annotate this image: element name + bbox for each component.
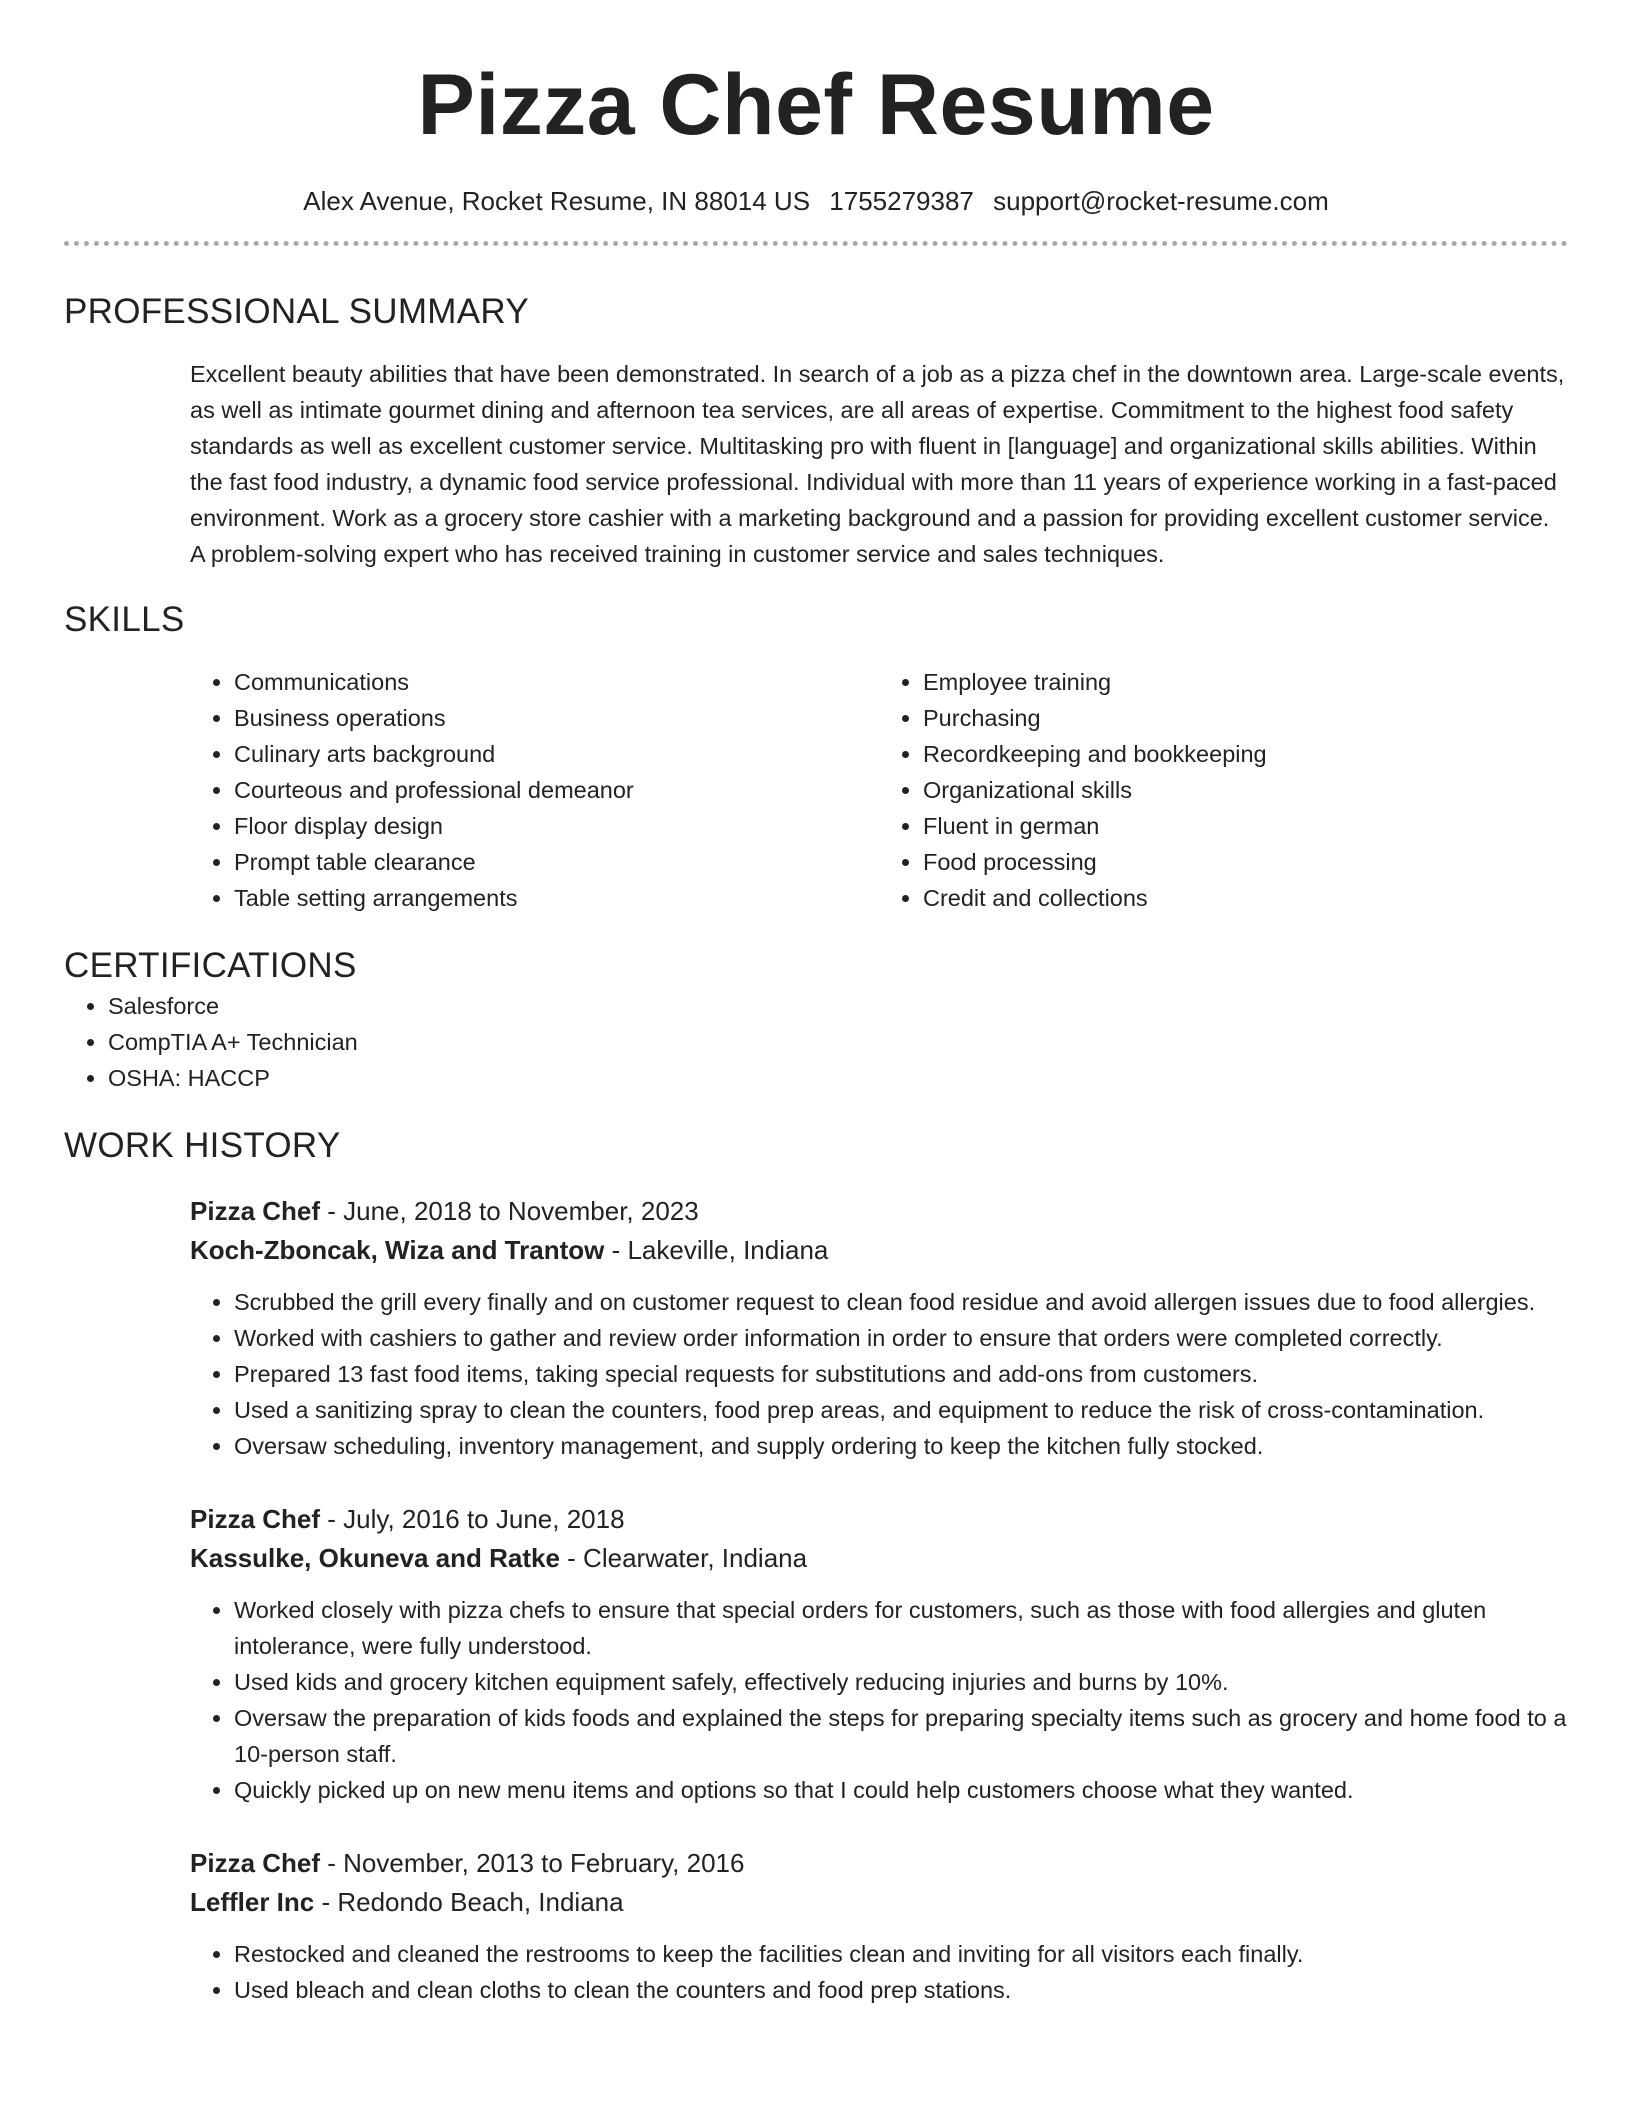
job-title: Pizza Chef — [190, 1848, 321, 1878]
job-bullet: • Oversaw the preparation of kids foods and explained the steps for preparing specialty items such as grocery and home food to a 10-person staff. — [234, 1700, 1568, 1772]
skill-item: • Courteous and professional demeanor — [234, 772, 879, 808]
job-title: Pizza Chef — [190, 1196, 321, 1226]
summary-text: Excellent beauty abilities that have been demonstrated. In search of a job as a pizza chef in the downtown area. Large-scale events, as well as intimate gourmet dining and afternoon tea services, are all areas of expertise. Commitment to the highest food safety standards as well as excellent customer service. Multitasking pro with fluent in [language] and organizational skills abilities. Within the fast food industry, a dynamic food service professional. Individual with more than 11 years of experience working in a fast-paced environment. Work as a grocery store cashier with a marketing background and a passion for providing excellent customer service. A problem-solving expert who has received training in customer service and sales techniques. — [190, 361, 1565, 567]
job-bullet: • Prepared 13 fast food items, taking special requests for substitutions and add-ons from customers. — [234, 1356, 1568, 1392]
job-location: - Lakeville, Indiana — [604, 1235, 829, 1265]
contact-email: support@rocket-resume.com — [993, 186, 1329, 216]
job-location: - Clearwater, Indiana — [559, 1543, 808, 1573]
resume-title: Pizza Chef Resume — [417, 57, 1215, 153]
skill-item: • Organizational skills — [923, 772, 1568, 808]
skill-item: • Fluent in german — [923, 808, 1568, 844]
job-company-line — [190, 1539, 1568, 1578]
certifications-list — [64, 988, 1568, 1096]
certification-item: • OSHA: HACCP — [108, 1060, 1568, 1096]
job-bullet: • Restocked and cleaned the restrooms to keep the facilities clean and inviting for all visitors each finally. — [234, 1936, 1568, 1972]
skill-item: • Table setting arrangements — [234, 880, 879, 916]
skill-item: • Communications — [234, 664, 879, 700]
job-company: Kassulke, Okuneva and Ratke — [190, 1543, 560, 1573]
skill-item: • Food processing — [923, 844, 1568, 880]
job-company: Leffler Inc — [190, 1887, 315, 1917]
job-company-line — [190, 1231, 1568, 1270]
skill-item: • Prompt table clearance — [234, 844, 879, 880]
job-title-line — [190, 1844, 1568, 1883]
skill-item: • Culinary arts background — [234, 736, 879, 772]
job-bullets — [190, 1284, 1568, 1464]
header-divider — [64, 241, 1568, 246]
work-history-heading: WORK HISTORY — [64, 1126, 341, 1165]
job-entry — [190, 1500, 1568, 1808]
job-bullet: • Scrubbed the grill every finally and on customer request to clean food residue and avoid allergen issues due to food allergies. — [234, 1284, 1568, 1320]
job-entry — [190, 1192, 1568, 1464]
skills-list-left — [190, 664, 879, 916]
job-bullet: • Oversaw scheduling, inventory management, and supply ordering to keep the kitchen fully stocked. — [234, 1428, 1568, 1464]
skills-heading: SKILLS — [64, 600, 185, 639]
job-dates: - June, 2018 to November, 2023 — [320, 1196, 699, 1226]
certification-item: • Salesforce — [108, 988, 1568, 1024]
skill-item: • Purchasing — [923, 700, 1568, 736]
job-bullets — [190, 1592, 1568, 1808]
job-location: - Redondo Beach, Indiana — [314, 1887, 624, 1917]
job-title: Pizza Chef — [190, 1504, 321, 1534]
certifications-heading: CERTIFICATIONS — [64, 946, 357, 985]
job-company: Koch-Zboncak, Wiza and Trantow — [190, 1235, 605, 1265]
skill-item: • Business operations — [234, 700, 879, 736]
skill-item: • Credit and collections — [923, 880, 1568, 916]
job-dates: - July, 2016 to June, 2018 — [320, 1504, 625, 1534]
job-bullet: • Used bleach and clean cloths to clean the counters and food prep stations. — [234, 1972, 1568, 2008]
contact-line — [64, 183, 1568, 219]
job-company-line — [190, 1883, 1568, 1922]
job-bullet: • Used kids and grocery kitchen equipment safely, effectively reducing injuries and burns by 10%. — [234, 1664, 1568, 1700]
job-bullet: • Worked closely with pizza chefs to ensure that special orders for customers, such as those with food allergies and gluten intolerance, were fully understood. — [234, 1592, 1568, 1664]
job-bullet: • Used a sanitizing spray to clean the counters, food prep areas, and equipment to reduce the risk of cross-contamination. — [234, 1392, 1568, 1428]
skill-item: • Employee training — [923, 664, 1568, 700]
job-bullet: • Quickly picked up on new menu items and options so that I could help customers choose what they wanted. — [234, 1772, 1568, 1808]
job-bullets — [190, 1936, 1568, 2008]
skills-columns — [190, 664, 1568, 916]
skill-item: • Floor display design — [234, 808, 879, 844]
certification-item: • CompTIA A+ Technician — [108, 1024, 1568, 1060]
job-dates: - November, 2013 to February, 2016 — [320, 1848, 745, 1878]
skills-list-right — [879, 664, 1568, 916]
job-title-line — [190, 1192, 1568, 1231]
job-title-line — [190, 1500, 1568, 1539]
job-entry — [190, 1844, 1568, 2008]
contact-address: Alex Avenue, Rocket Resume, IN 88014 US — [303, 186, 811, 216]
summary-heading: PROFESSIONAL SUMMARY — [64, 292, 529, 331]
contact-phone: 1755279387 — [829, 186, 974, 216]
skill-item: • Recordkeeping and bookkeeping — [923, 736, 1568, 772]
job-bullet: • Worked with cashiers to gather and review order information in order to ensure that orders were completed correctly. — [234, 1320, 1568, 1356]
